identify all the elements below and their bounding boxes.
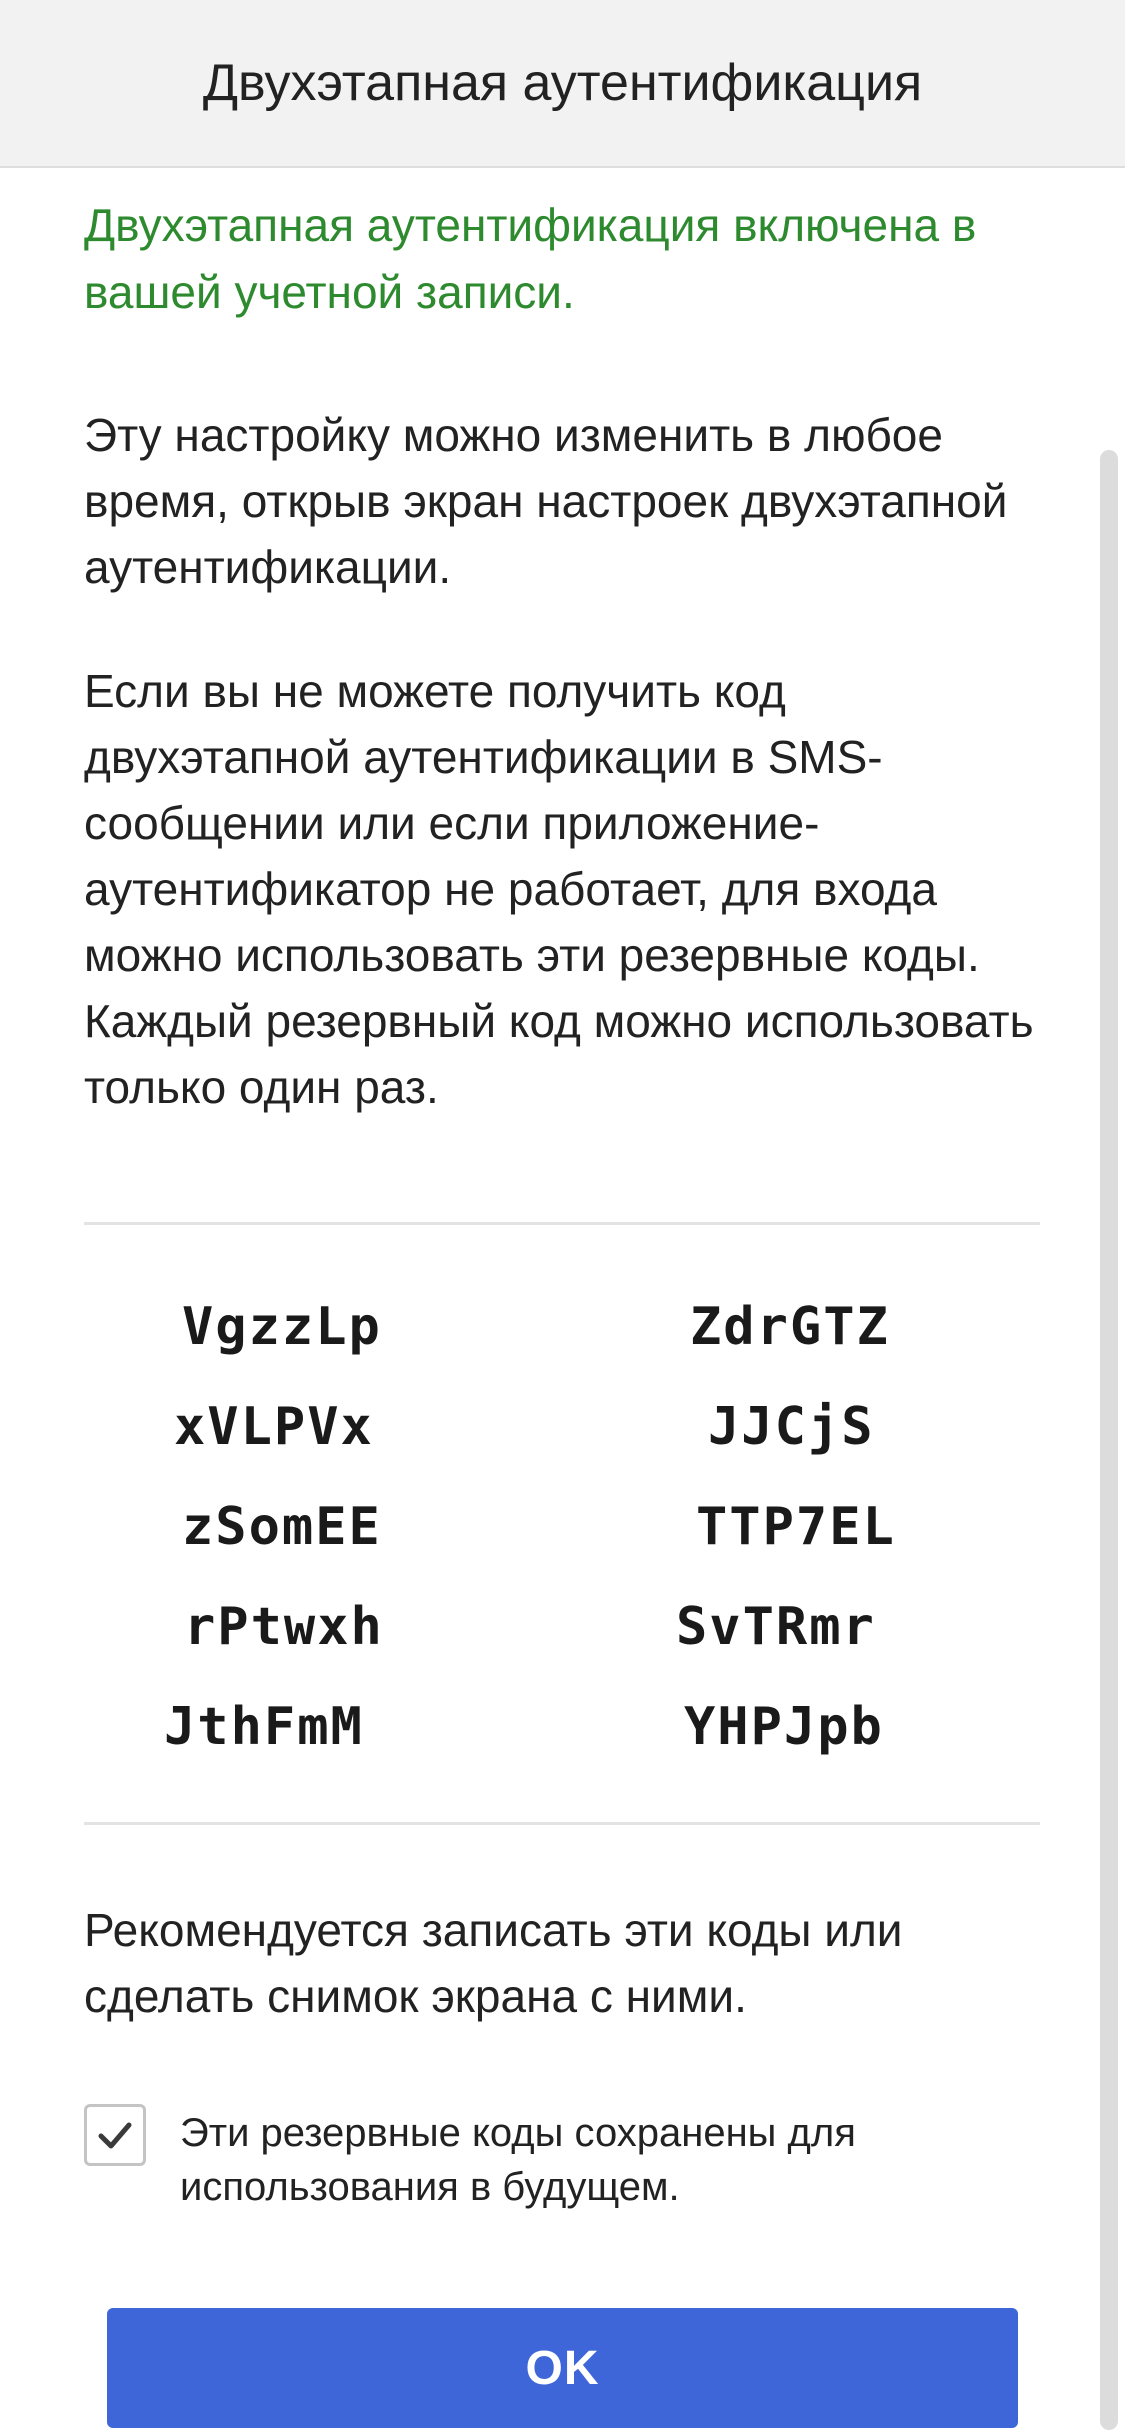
success-message: Двухэтапная аутентификация включена в вашей учетной записи. — [84, 199, 977, 318]
header-bar — [0, 0, 1125, 168]
backup-code: zSomEE — [182, 1497, 382, 1557]
backup-code: rPtwxh — [184, 1597, 384, 1657]
saved-codes-label[interactable]: Эти резервные коды сохранены для использования в будущем. — [180, 2111, 856, 2209]
settings-note: Эту настройку можно изменить в любое время, открыв экран настроек двухэтапной аутентификации. — [84, 409, 1008, 593]
backup-code: JJCjS — [708, 1397, 875, 1457]
page-title: Двухэтапная аутентификация — [202, 54, 923, 112]
backup-code: TTP7EL — [696, 1497, 896, 1557]
backup-code: SvTRmr — [676, 1597, 876, 1657]
backup-code: VgzzLp — [182, 1297, 382, 1357]
divider — [84, 1822, 1040, 1825]
ok-button[interactable]: OK — [107, 2308, 1018, 2428]
backup-codes-grid — [84, 1225, 1044, 1822]
recommendation-text: Рекомендуется записать эти коды или сделать снимок экрана с ними. — [84, 1904, 903, 2022]
backup-info: Если вы не можете получить код двухэтапной аутентификации в SMS-сообщении или если приложение-аутентификатор не работает, для входа можно использовать эти резервные коды. Каждый резервный код можно использовать только один раз. — [84, 665, 1034, 1113]
backup-code: xVLPVx — [174, 1397, 374, 1457]
main-content — [84, 168, 1044, 2075]
backup-code: ZdrGTZ — [690, 1297, 890, 1357]
backup-code: YHPJpb — [684, 1697, 884, 1757]
saved-codes-checkbox[interactable] — [84, 2104, 146, 2166]
saved-codes-confirmation[interactable] — [84, 2104, 940, 2214]
backup-code: JthFmM — [164, 1697, 364, 1757]
checkmark-icon — [95, 2115, 135, 2155]
scrollbar[interactable] — [1100, 450, 1118, 2430]
